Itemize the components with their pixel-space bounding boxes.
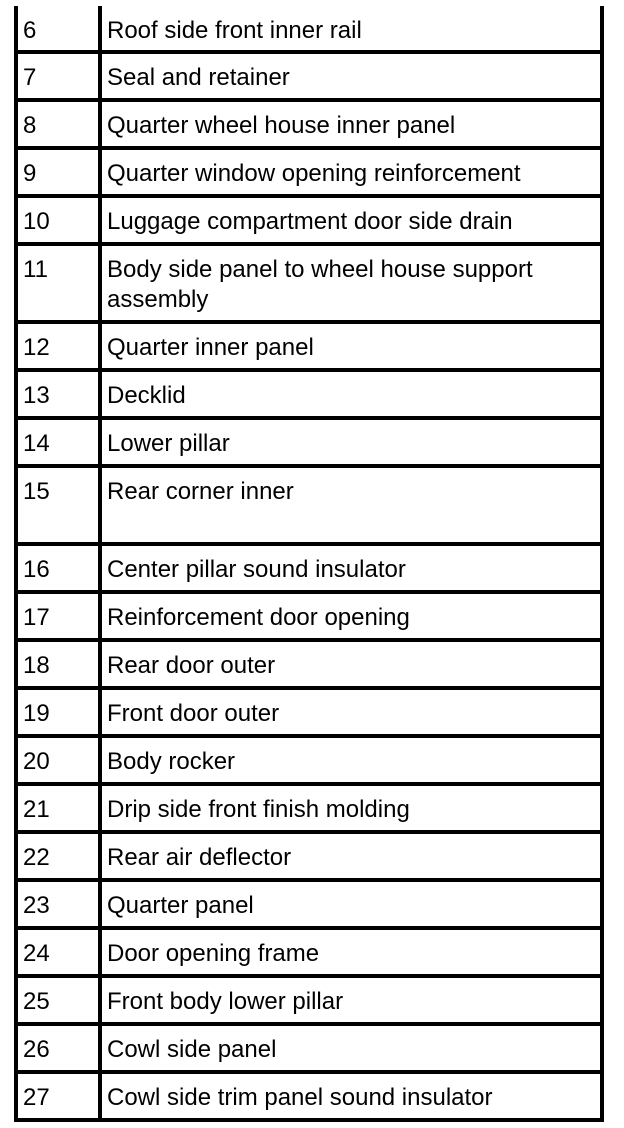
- table-row: [16, 466, 602, 544]
- item-number: 15: [23, 478, 50, 505]
- item-description-cell: [100, 196, 602, 244]
- item-number: 27: [23, 1084, 50, 1111]
- item-number: 17: [23, 604, 50, 631]
- item-number: 9: [23, 160, 37, 187]
- item-number: 19: [23, 700, 50, 727]
- item-description-cell: [100, 592, 602, 640]
- item-description-cell: [100, 640, 602, 688]
- table-row: [16, 640, 602, 688]
- item-number: 7: [23, 64, 37, 91]
- table-row: [16, 6, 602, 52]
- item-number: 16: [23, 556, 50, 583]
- item-number-cell: [16, 1072, 100, 1120]
- item-number: 12: [23, 334, 50, 361]
- item-description-cell: [100, 52, 602, 100]
- item-description-cell: [100, 688, 602, 736]
- table-row: [16, 418, 602, 466]
- item-description: Reinforcement door opening: [107, 604, 410, 631]
- table-row: [16, 1024, 602, 1072]
- item-number: 11: [23, 256, 48, 283]
- item-number-cell: [16, 370, 100, 418]
- item-number-cell: [16, 196, 100, 244]
- item-number-cell: [16, 832, 100, 880]
- item-description: Center pillar sound insulator: [107, 556, 406, 583]
- item-number-cell: [16, 100, 100, 148]
- table-row: [16, 370, 602, 418]
- table-row: [16, 52, 602, 100]
- item-number-cell: [16, 976, 100, 1024]
- table-row: [16, 592, 602, 640]
- item-description-cell: [100, 418, 602, 466]
- item-number: 8: [23, 112, 37, 139]
- item-description-cell: [100, 880, 602, 928]
- table-row: [16, 322, 602, 370]
- item-number-cell: [16, 784, 100, 832]
- item-number-cell: [16, 52, 100, 100]
- item-number: 18: [23, 652, 50, 679]
- item-description-cell: [100, 976, 602, 1024]
- item-number-cell: [16, 880, 100, 928]
- table-row: [16, 784, 602, 832]
- item-description: Lower pillar: [107, 430, 230, 457]
- item-description: Front door outer: [107, 700, 280, 727]
- item-description: Quarter window opening reinforcement: [107, 160, 521, 187]
- item-description: Cowl side trim panel sound insulator: [107, 1084, 493, 1111]
- item-number: 14: [23, 430, 50, 457]
- table-row: [16, 544, 602, 592]
- item-description-cell: [100, 322, 602, 370]
- item-number-cell: [16, 688, 100, 736]
- item-description-cell: [100, 736, 602, 784]
- item-description: Roof side front inner rail: [107, 17, 362, 44]
- item-description-cell: [100, 784, 602, 832]
- item-description-cell: [100, 466, 602, 544]
- item-number: 13: [23, 382, 50, 409]
- item-number: 20: [23, 748, 50, 775]
- item-number-cell: [16, 466, 100, 544]
- item-description-cell: [100, 244, 602, 322]
- item-number-cell: [16, 640, 100, 688]
- table-row: [16, 1072, 602, 1120]
- table-row: [16, 928, 602, 976]
- item-description: Seal and retainer: [107, 64, 290, 91]
- table-row: [16, 148, 602, 196]
- item-description: Door opening frame: [107, 940, 320, 967]
- item-number-cell: [16, 148, 100, 196]
- item-number-cell: [16, 928, 100, 976]
- item-description-cell: [100, 832, 602, 880]
- item-description-cell: [100, 1072, 602, 1120]
- item-number-cell: [16, 592, 100, 640]
- item-description-cell: [100, 928, 602, 976]
- item-number-cell: [16, 736, 100, 784]
- item-description: Decklid: [107, 382, 186, 409]
- item-description: Quarter wheel house inner panel: [107, 112, 456, 139]
- item-number-cell: [16, 6, 100, 52]
- item-description: Quarter inner panel: [107, 334, 314, 361]
- table-row: [16, 100, 602, 148]
- parts-legend-table: [14, 6, 604, 1122]
- item-description-cell: [100, 370, 602, 418]
- item-number: 10: [23, 208, 50, 235]
- item-description: Body rocker: [107, 748, 236, 775]
- table-row: [16, 688, 602, 736]
- item-number: 25: [23, 988, 50, 1015]
- table-row: [16, 880, 602, 928]
- item-description: Quarter panel: [107, 892, 254, 919]
- table-row: [16, 244, 602, 322]
- table-row: [16, 832, 602, 880]
- item-number: 22: [23, 844, 50, 871]
- item-description: Cowl side panel: [107, 1036, 277, 1063]
- table-row: [16, 976, 602, 1024]
- item-description: Drip side front finish molding: [107, 796, 410, 823]
- item-number: 21: [23, 796, 50, 823]
- item-description: Rear door outer: [107, 652, 276, 679]
- item-number: 6: [23, 17, 37, 44]
- item-description: Front body lower pillar: [107, 988, 344, 1015]
- table-row: [16, 196, 602, 244]
- item-number: 23: [23, 892, 50, 919]
- item-description-cell: [100, 6, 602, 52]
- item-description-cell: [100, 544, 602, 592]
- item-number-cell: [16, 244, 100, 322]
- table-row: [16, 736, 602, 784]
- item-description: Luggage compartment door side drain: [107, 208, 513, 235]
- item-number-cell: [16, 322, 100, 370]
- item-number-cell: [16, 418, 100, 466]
- item-number: 24: [23, 940, 50, 967]
- item-description: Rear air deflector: [107, 844, 292, 871]
- item-description: Body side panel to wheel house support assembly: [107, 256, 533, 313]
- item-description-cell: [100, 148, 602, 196]
- item-number-cell: [16, 544, 100, 592]
- item-description: Rear corner inner: [107, 478, 294, 505]
- item-description-cell: [100, 1024, 602, 1072]
- item-number: 26: [23, 1036, 50, 1063]
- item-number-cell: [16, 1024, 100, 1072]
- item-description-cell: [100, 100, 602, 148]
